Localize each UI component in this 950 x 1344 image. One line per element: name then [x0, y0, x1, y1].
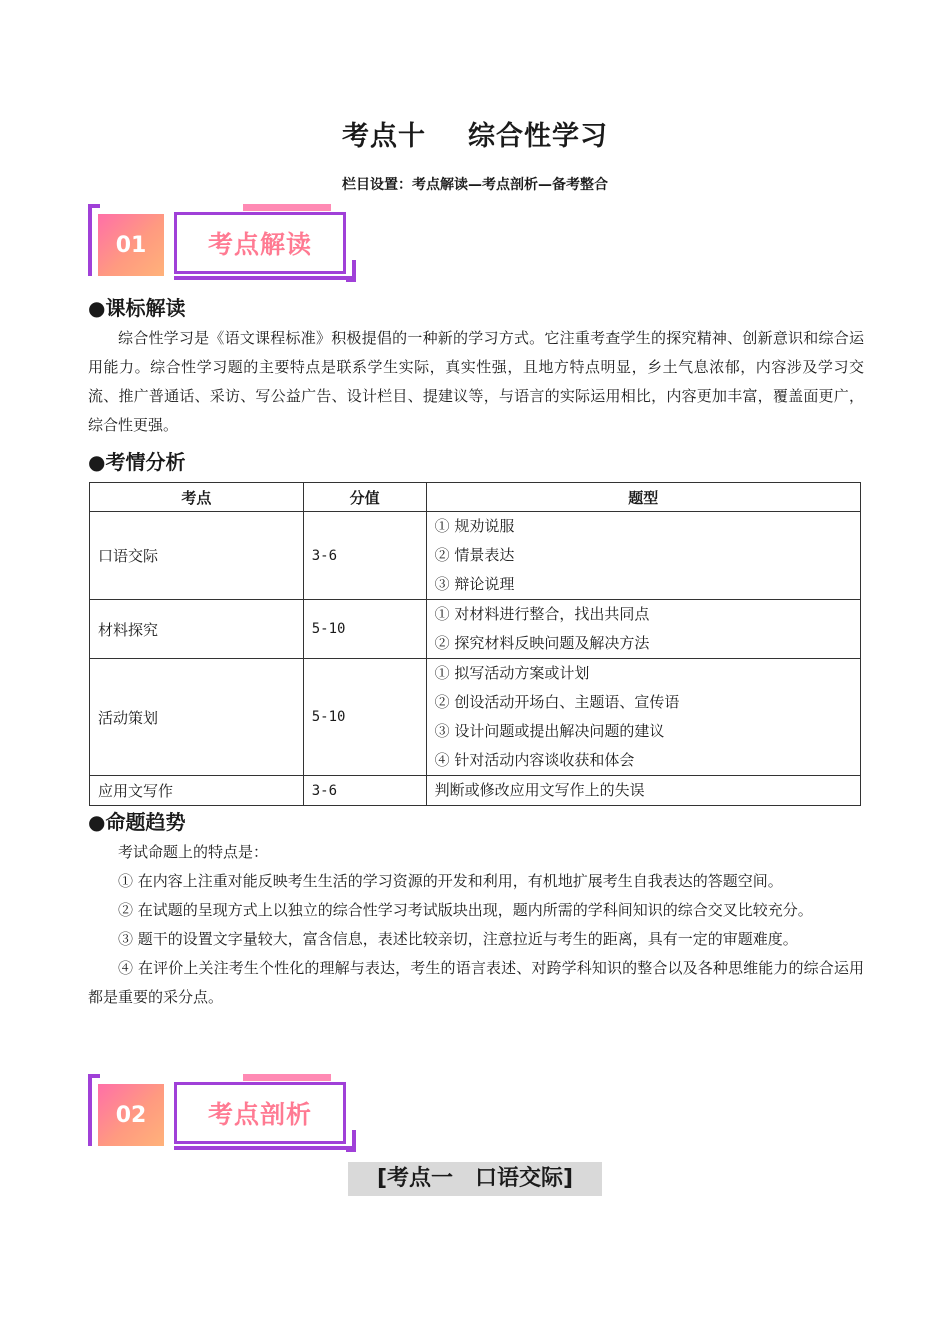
cell-types — [426, 776, 860, 806]
type-item: ① 规劝说服 — [434, 517, 515, 535]
trend-item: ② 在试题的呈现方式上以独立的综合性学习考试版块出现，题内所需的学科间知识的综合交叉比较充分。 — [118, 901, 813, 919]
table-row — [90, 600, 861, 659]
section-label: 考点解读 — [207, 230, 312, 259]
table-row — [90, 659, 861, 776]
banner-underline — [174, 1146, 354, 1150]
title-part1: 考点十 — [342, 121, 426, 152]
trend-intro: 考试命题上的特点是： — [118, 843, 269, 861]
cell-score: 3-6 — [303, 776, 426, 806]
table-header-row — [90, 483, 861, 512]
column-settings: 栏目设置：考点解读—考点剖析—备考整合 — [342, 177, 608, 193]
section-number: 02 — [98, 1084, 164, 1146]
banner-underline — [174, 276, 354, 280]
table-row — [90, 512, 861, 600]
cell-point: 材料探究 — [90, 600, 304, 659]
cell-point: 活动策划 — [90, 659, 304, 776]
section-label-box — [174, 212, 346, 274]
type-item: ① 拟写活动方案或计划 — [434, 664, 590, 682]
type-item: ③ 辩论说理 — [434, 575, 515, 593]
type-item: ④ 针对活动内容谈收获和体会 — [434, 751, 635, 769]
cell-point: 应用文写作 — [90, 776, 304, 806]
type-item: ② 情景表达 — [434, 546, 515, 564]
type-item: ② 探究材料反映问题及解决方法 — [434, 634, 650, 652]
banner-accent-bar — [243, 1074, 331, 1081]
trend-section — [88, 838, 864, 1012]
heading-analysis: ●考情分析 — [88, 450, 186, 474]
title-part2: 综合性学习 — [468, 121, 608, 152]
standard-paragraph: 综合性学习是《语文课程标准》积极提倡的一种新的学习方式。它注重考查学生的探究精神、创新意识和综合运用能力。综合性学习题的主要特点是联系学生实际，真实性强，且地方特点明显，乡土气息浓郁，内容涉及学习交流、推广普通话、采访、写公益广告、设计栏目、提建议等，与语言的实际运用相比，内容更加丰富，覆盖面更广，综合性更强。 — [88, 329, 864, 434]
cell-score: 5-10 — [303, 600, 426, 659]
type-item: ① 对材料进行整合，找出共同点 — [434, 605, 650, 623]
section-label-box — [174, 1082, 346, 1144]
trend-item: ④ 在评价上关注考生个性化的理解与表达，考生的语言表述、对跨学科知识的整合以及各种思维能力的综合运用都是重要的采分点。 — [88, 959, 864, 1006]
trend-item: ③ 题干的设置文字量较大，富含信息，表述比较亲切，注意拉近与考生的距离，具有一定的审题难度。 — [118, 930, 798, 948]
page-title — [0, 114, 950, 153]
type-item: 判断或修改应用文写作上的失误 — [434, 781, 645, 799]
kaodian-heading: [考点一 口语交际] — [348, 1162, 602, 1196]
table-header-point: 考点 — [90, 483, 304, 512]
type-item: ② 创设活动开场白、主题语、宣传语 — [434, 693, 680, 711]
table-row — [90, 776, 861, 806]
cell-types — [426, 659, 860, 776]
section-number: 01 — [98, 214, 164, 276]
table-header-score: 分值 — [303, 483, 426, 512]
banner-accent-bar — [243, 204, 331, 211]
heading-standard: ●课标解读 — [88, 296, 186, 320]
section-label: 考点剖析 — [207, 1100, 312, 1129]
section-banner-01 — [88, 204, 360, 284]
section-banner-02 — [88, 1074, 360, 1154]
trend-item: ① 在内容上注重对能反映考生生活的学习资源的开发和利用，有机地扩展考生自我表达的答题空间。 — [118, 872, 783, 890]
cell-types — [426, 512, 860, 600]
cell-score: 5-10 — [303, 659, 426, 776]
type-item: ③ 设计问题或提出解决问题的建议 — [434, 722, 665, 740]
exam-analysis-table — [89, 482, 861, 806]
heading-trend: ●命题趋势 — [88, 810, 186, 834]
cell-score: 3-6 — [303, 512, 426, 600]
cell-point: 口语交际 — [90, 512, 304, 600]
table-header-type: 题型 — [426, 483, 860, 512]
cell-types — [426, 600, 860, 659]
